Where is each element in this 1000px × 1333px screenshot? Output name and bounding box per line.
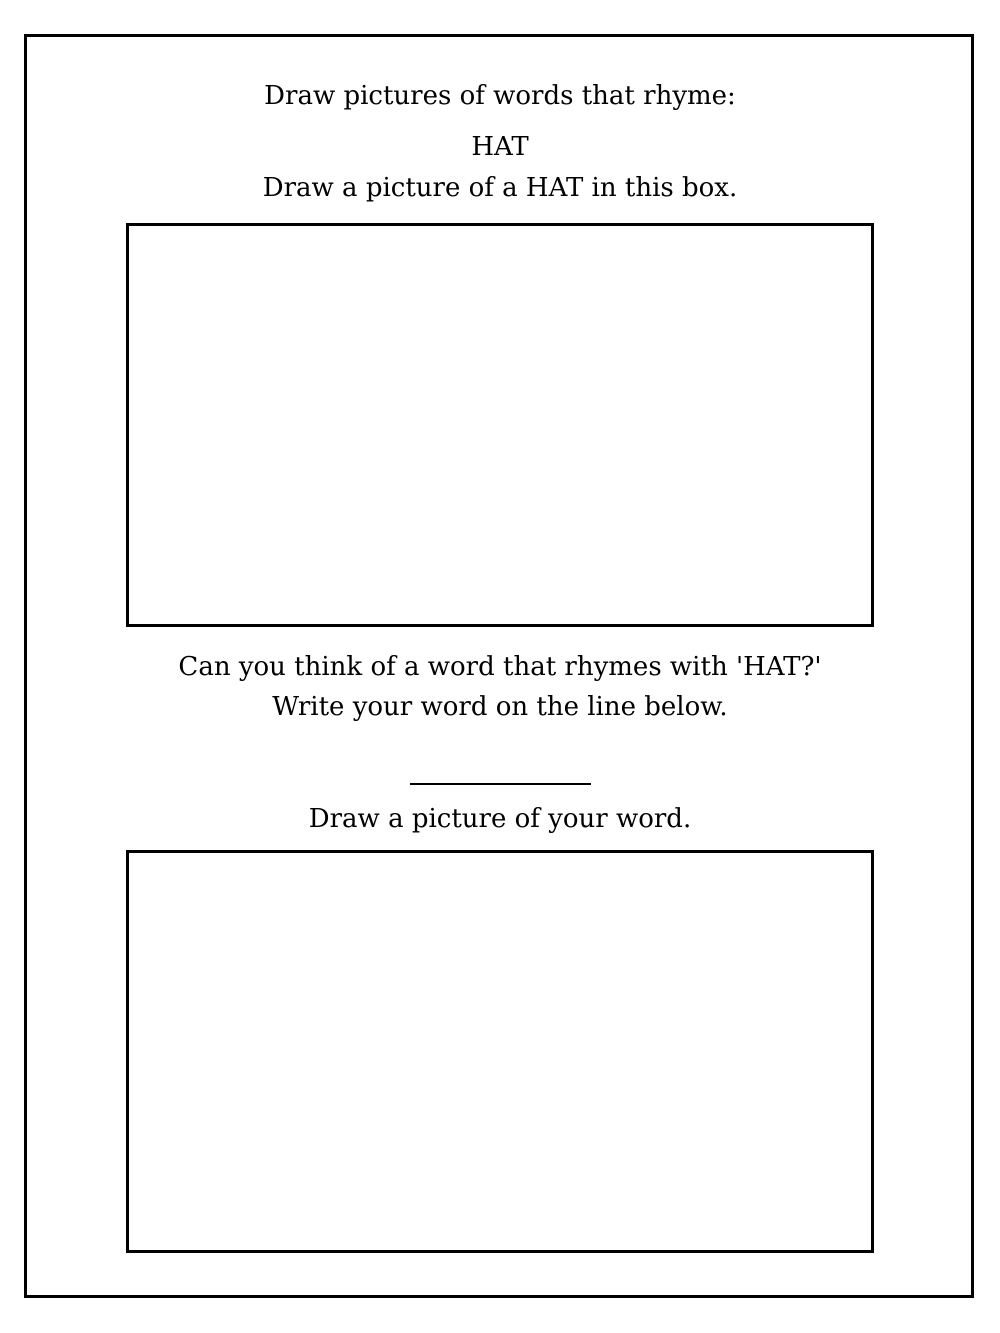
- answer-line[interactable]: [410, 783, 591, 785]
- instruction-write-word: Write your word on the line below.: [272, 692, 728, 722]
- rhyme-question: Can you think of a word that rhymes with 'HAT?': [178, 652, 822, 682]
- instruction-draw-hat: Draw a picture of a HAT in this box.: [262, 173, 738, 203]
- word-drawing-box[interactable]: [126, 850, 874, 1253]
- worksheet-heading: Draw pictures of words that rhyme:: [264, 81, 736, 111]
- instruction-draw-word: Draw a picture of your word.: [308, 804, 692, 834]
- hat-drawing-box[interactable]: [126, 223, 874, 627]
- target-word: HAT: [471, 132, 529, 162]
